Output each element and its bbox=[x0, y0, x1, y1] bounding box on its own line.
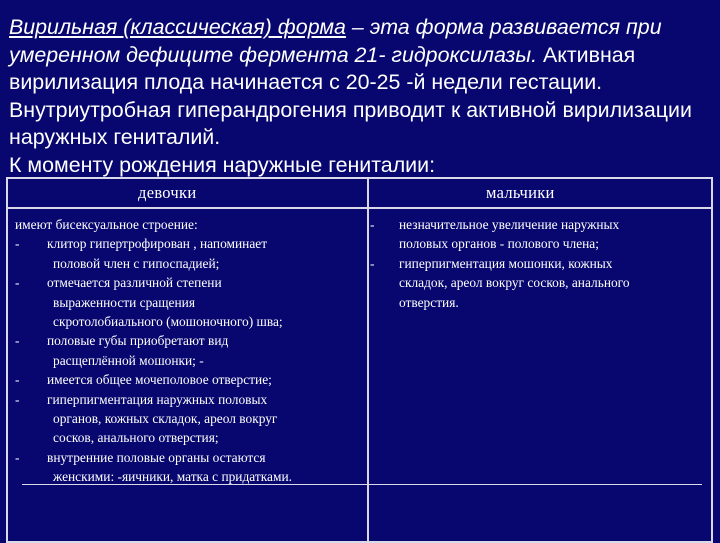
boys-item-1-line-2: половых органов - полового члена; bbox=[399, 236, 599, 252]
girls-lead: имеют бисексуальное строение: bbox=[15, 217, 198, 232]
header-rule bbox=[8, 207, 711, 209]
girls-item-5-line-1: гиперпигментация наружных половых bbox=[47, 391, 268, 407]
girls-item-1-line-1: клитор гипертрофирован , напоминает bbox=[47, 236, 268, 252]
bullet-dash: - bbox=[370, 255, 375, 271]
header-boys: мальчики bbox=[486, 183, 555, 202]
intro-paragraph-1 bbox=[9, 14, 715, 97]
girls-item-2-line-3: скротолобиального (мошоночного) шва; bbox=[53, 314, 283, 330]
boys-cell bbox=[370, 215, 630, 312]
footer-rule bbox=[22, 484, 702, 485]
form-title: Вирильная (классическая) форма bbox=[9, 15, 346, 39]
form-title-rest: – эта форма развивается при умеренном дефиците фермента 21- гидроксилазы. bbox=[9, 15, 662, 67]
bullet-dash: - bbox=[15, 275, 20, 291]
intro-text bbox=[9, 14, 715, 180]
girls-item-2 bbox=[15, 273, 292, 331]
bullet-dash: - bbox=[15, 333, 20, 349]
bullet-dash: - bbox=[15, 449, 20, 465]
girls-item-1 bbox=[15, 234, 292, 273]
girls-item-6-line-1: внутренние половые органы остаются bbox=[47, 449, 266, 465]
bullet-dash: - bbox=[370, 217, 375, 232]
intro-line-4: К моменту рождения наружные гениталии: bbox=[9, 152, 436, 177]
girls-item-5-line-2: органов, кожных складок, ареол вокруг bbox=[53, 411, 278, 427]
girls-item-5-line-3: сосков, анального отверстия; bbox=[53, 430, 219, 446]
girls-item-6-line-2: женскими: -яичники, матка с придатками. bbox=[53, 469, 292, 485]
girls-item-3-line-1: половые губы приобретают вид bbox=[47, 333, 229, 349]
boys-item-2-line-2: складок, ареол вокруг сосков, анального bbox=[399, 275, 630, 291]
boys-item-2-line-3: отверстия. bbox=[399, 294, 459, 310]
girls-cell bbox=[15, 215, 292, 487]
girls-item-4 bbox=[15, 370, 292, 389]
bullet-dash: - bbox=[15, 391, 20, 407]
girls-item-4-line-1: имеется общее мочеполовое отверстие; bbox=[47, 372, 272, 388]
girls-item-3 bbox=[15, 331, 292, 370]
girls-item-3-line-2: расщеплённой мошонки; - bbox=[53, 352, 204, 368]
boys-item-2-line-1: гиперпигментация мошонки, кожных bbox=[399, 255, 613, 271]
column-divider bbox=[367, 179, 369, 541]
comparison-table bbox=[6, 177, 713, 543]
boys-item-1 bbox=[370, 215, 630, 254]
bullet-dash: - bbox=[15, 372, 20, 388]
girls-item-1-line-2: половой член с гипоспадией; bbox=[53, 255, 220, 271]
girls-item-2-line-2: выраженности сращения bbox=[53, 294, 195, 310]
bullet-dash: - bbox=[15, 236, 20, 252]
girls-item-6 bbox=[15, 448, 292, 487]
boys-item-2 bbox=[370, 254, 630, 312]
intro-line-2: Активная вирилизация плода начинается с 20-25 -й недели гестации. bbox=[9, 42, 636, 95]
boys-item-1-line-1: незначительное увеличение наружных bbox=[399, 217, 620, 232]
header-girls: девочки bbox=[138, 183, 197, 202]
intro-line-3: Внутриутробная гиперандрогения приводит к активной вирилизации наружных гениталий. bbox=[9, 97, 692, 150]
girls-item-2-line-1: отмечается различной степени bbox=[47, 275, 222, 291]
girls-item-5 bbox=[15, 390, 292, 448]
